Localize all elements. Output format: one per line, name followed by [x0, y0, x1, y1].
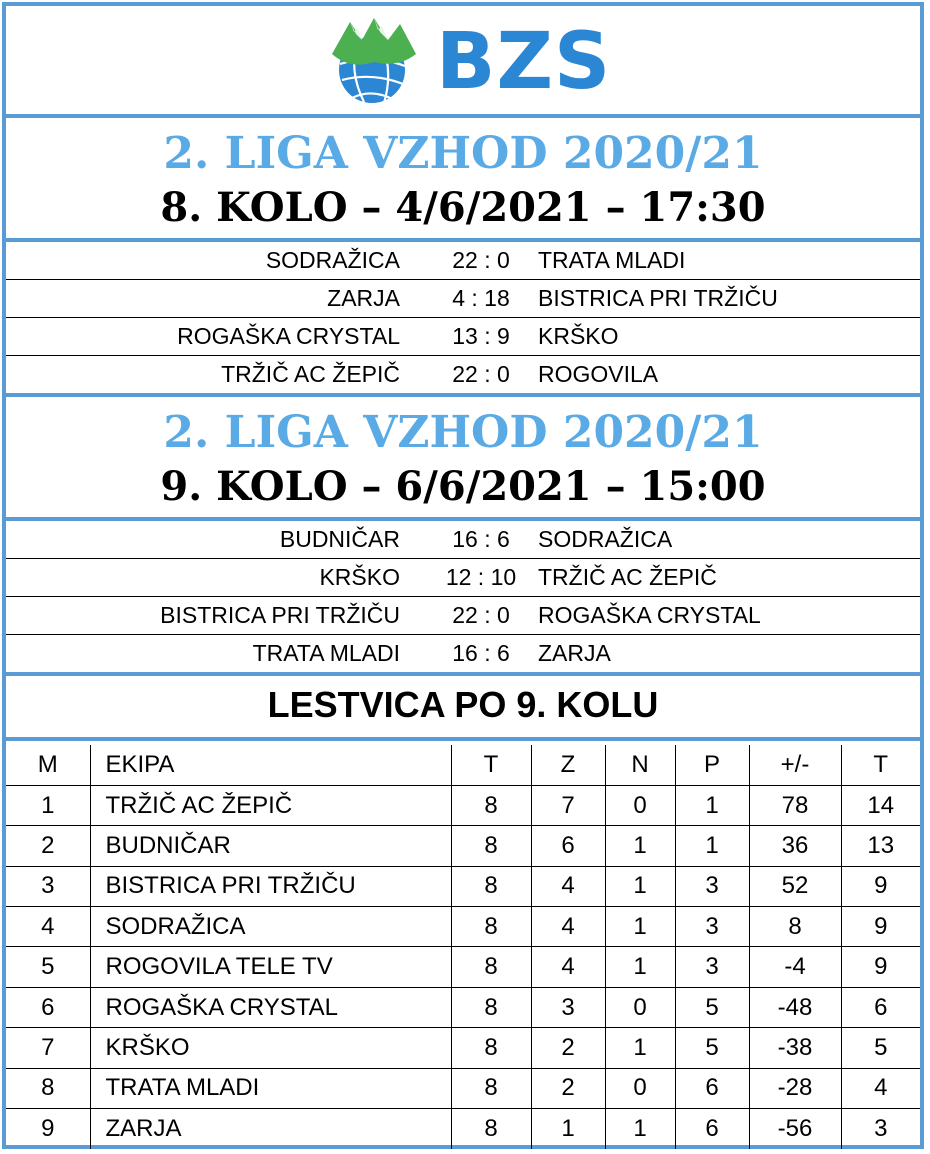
points-cell: 9 — [841, 866, 920, 906]
position-cell: 1 — [6, 785, 90, 825]
home-team: TRATA MLADI — [252, 640, 400, 666]
home-team: SODRAŽICA — [265, 247, 400, 273]
home-team: KRŠKO — [319, 564, 400, 590]
away-team: ROGOVILA — [538, 361, 659, 387]
position-cell: 4 — [6, 907, 90, 947]
league-title: 2. LIGA VZHOD 2020/21 — [163, 407, 763, 458]
home-team: ZARJA — [327, 285, 400, 311]
header-position-cell: M — [6, 745, 90, 785]
losses-cell: 3 — [675, 866, 749, 906]
played-cell: 8 — [451, 907, 531, 947]
match-score: 22 : 0 — [452, 602, 510, 628]
draws-cell: 0 — [605, 785, 675, 825]
home-team: TRŽIČ AC ŽEPIČ — [221, 361, 400, 387]
position-cell: 7 — [6, 1028, 90, 1068]
header-team-cell: EKIPA — [90, 745, 451, 785]
away-team: TRŽIČ AC ŽEPIČ — [538, 564, 717, 590]
losses-cell: 3 — [675, 947, 749, 987]
header-draws-cell: N — [605, 745, 675, 785]
wins-cell: 6 — [531, 826, 605, 866]
match-score: 12 : 10 — [445, 564, 517, 590]
points-cell: 3 — [874, 1114, 888, 1142]
team-cell: TRATA MLADI — [90, 1068, 451, 1108]
home-team: BISTRICA PRI TRŽIČU — [160, 602, 400, 628]
table-row — [6, 826, 920, 866]
header-losses-cell: P — [675, 745, 749, 785]
draws-cell: 0 — [605, 1068, 675, 1108]
match-row — [6, 356, 920, 397]
played-cell: 8 — [451, 866, 531, 906]
table-row — [6, 1068, 920, 1108]
table-row — [6, 947, 920, 987]
points-cell: 6 — [841, 987, 920, 1027]
position-cell: 2 — [6, 826, 90, 866]
header-wins-cell: Z — [531, 745, 605, 785]
bzs-logo-text: BZS — [436, 17, 612, 107]
table-row — [6, 785, 920, 825]
round-title: 8. KOLO – 4/6/2021 – 17:30 — [160, 184, 766, 231]
header-played-cell: T — [451, 745, 531, 785]
team-cell: KRŠKO — [90, 1028, 451, 1068]
draws-cell: 1 — [605, 1028, 675, 1068]
point-diff-cell: 8 — [749, 907, 841, 947]
away-team: TRATA MLADI — [538, 247, 686, 273]
table-row — [6, 907, 920, 947]
points-cell: 5 — [841, 1028, 920, 1068]
team-cell: ROGAŠKA CRYSTAL — [90, 987, 451, 1027]
header-point-diff-cell: +/- — [749, 745, 841, 785]
draws-cell: 1 — [605, 826, 675, 866]
match-row — [6, 318, 920, 356]
team-cell: TRŽIČ AC ŽEPIČ — [90, 785, 451, 825]
wins-cell: 4 — [531, 866, 605, 906]
wins-cell: 3 — [531, 987, 605, 1027]
bzs-logo-icon — [328, 14, 420, 106]
round8-header — [6, 118, 920, 242]
played-cell: 8 — [451, 826, 531, 866]
position-cell: 9 — [6, 1109, 90, 1149]
league-title: 2. LIGA VZHOD 2020/21 — [163, 128, 763, 179]
match-score: 13 : 9 — [452, 323, 510, 349]
away-team: ROGAŠKA CRYSTAL — [538, 602, 761, 628]
away-team: BISTRICA PRI TRŽIČU — [538, 285, 778, 311]
away-team: SODRAŽICA — [538, 526, 673, 552]
played-cell: 8 — [451, 987, 531, 1027]
round9-header — [6, 397, 920, 521]
position-cell: 3 — [6, 866, 90, 906]
played-cell: 8 — [451, 785, 531, 825]
wins-cell: 4 — [531, 907, 605, 947]
team-cell: SODRAŽICA — [90, 907, 451, 947]
results-sheet — [2, 2, 924, 1149]
team-cell: ROGOVILA TELE TV — [90, 947, 451, 987]
points-cell: 4 — [841, 1068, 920, 1108]
point-diff-cell: 36 — [749, 826, 841, 866]
match-score: 22 : 0 — [452, 361, 510, 387]
point-diff-cell: 52 — [749, 866, 841, 906]
match-row — [6, 521, 920, 559]
point-diff-cell: -4 — [749, 947, 841, 987]
header-points-cell: T — [841, 745, 920, 785]
round9-matches — [6, 521, 920, 676]
home-team: BUDNIČAR — [279, 526, 400, 552]
table-row — [6, 987, 920, 1027]
round-title: 9. KOLO – 6/6/2021 – 15:00 — [160, 463, 766, 510]
points-cell: 14 — [841, 785, 920, 825]
losses-cell: 6 — [675, 1068, 749, 1108]
played-cell: 8 — [451, 1109, 531, 1149]
header-logo-area — [6, 6, 920, 118]
losses-cell: 5 — [675, 987, 749, 1027]
match-score: 22 : 0 — [452, 247, 510, 273]
match-row — [6, 597, 920, 635]
wins-cell: 1 — [531, 1109, 605, 1149]
match-score: 4 : 18 — [452, 285, 510, 311]
wins-cell: 4 — [531, 947, 605, 987]
losses-cell: 1 — [675, 785, 749, 825]
losses-cell: 6 — [675, 1109, 749, 1149]
losses-cell: 3 — [675, 907, 749, 947]
match-row — [6, 559, 920, 597]
point-diff-cell: 78 — [749, 785, 841, 825]
home-team: ROGAŠKA CRYSTAL — [177, 323, 400, 349]
points-cell: 9 — [841, 907, 920, 947]
team-cell: ZARJA — [90, 1109, 451, 1149]
standings-table — [6, 745, 920, 1149]
draws-cell: 0 — [605, 987, 675, 1027]
played-cell: 8 — [451, 1028, 531, 1068]
point-diff-cell: -28 — [749, 1068, 841, 1108]
draws-cell: 1 — [605, 866, 675, 906]
standings-title: LESTVICA PO 9. KOLU — [6, 669, 920, 741]
position-cell: 5 — [6, 947, 90, 987]
table-row — [6, 1109, 920, 1149]
table-row — [6, 1028, 920, 1068]
wins-cell: 7 — [531, 785, 605, 825]
draws-cell: 1 — [605, 947, 675, 987]
table-row — [6, 866, 920, 906]
losses-cell: 1 — [675, 826, 749, 866]
points-cell: 9 — [841, 947, 920, 987]
match-row — [6, 242, 920, 280]
played-cell: 8 — [451, 947, 531, 987]
point-diff-cell: -48 — [749, 987, 841, 1027]
position-cell: 8 — [6, 1068, 90, 1108]
draws-cell: 1 — [605, 1109, 675, 1149]
match-score: 16 : 6 — [452, 526, 510, 552]
round8-matches — [6, 242, 920, 397]
played-cell: 8 — [451, 1068, 531, 1108]
wins-cell: 2 — [531, 1068, 605, 1108]
team-cell: BISTRICA PRI TRŽIČU — [90, 866, 451, 906]
position-cell: 6 — [6, 987, 90, 1027]
away-team: ZARJA — [538, 640, 611, 666]
team-cell: BUDNIČAR — [90, 826, 451, 866]
points-cell: 13 — [841, 826, 920, 866]
point-diff-cell: -56 — [749, 1109, 841, 1149]
point-diff-cell: -38 — [749, 1028, 841, 1068]
match-score: 16 : 6 — [452, 640, 510, 666]
draws-cell: 1 — [605, 907, 675, 947]
losses-cell: 5 — [675, 1028, 749, 1068]
away-team: KRŠKO — [538, 323, 619, 349]
match-row — [6, 280, 920, 318]
wins-cell: 2 — [531, 1028, 605, 1068]
table-header-row — [6, 745, 920, 785]
